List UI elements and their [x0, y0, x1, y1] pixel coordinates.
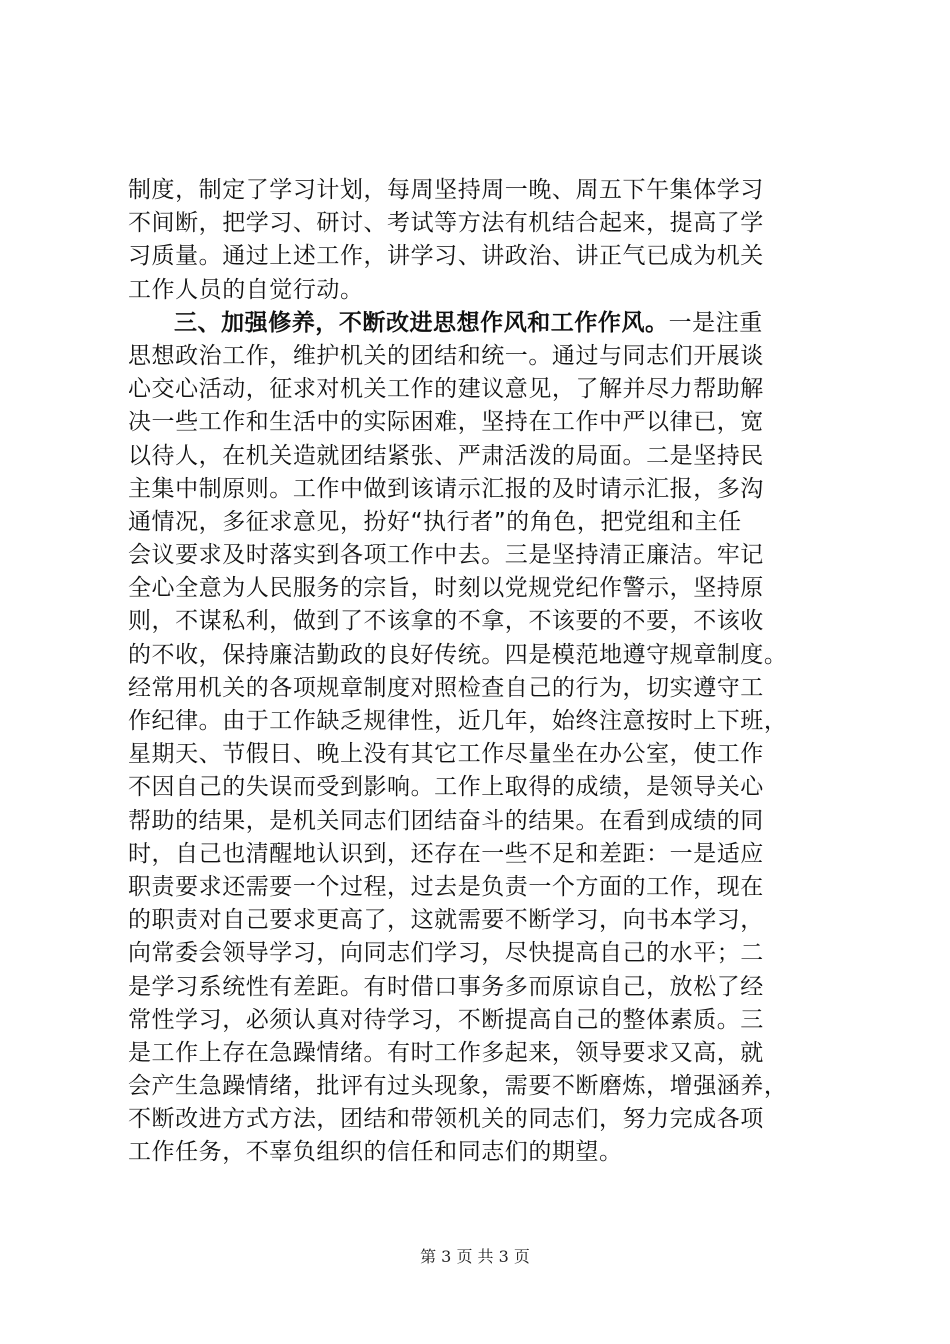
paragraph-section-three: [128, 307, 830, 1170]
text-line: 的职责对自己要求更高了，这就需要不断学习，向书本学习，: [128, 907, 764, 934]
text-line: 职责要求还需要一个过程，过去是负责一个方面的工作，现在: [128, 873, 764, 900]
text-line: 工作任务，不辜负组织的信任和同志们的期望。: [128, 1139, 623, 1166]
text-line: 通情况，多征求意见，扮好“执行者”的角色，把党组和主任: [128, 508, 742, 535]
text-line: 的不收，保持廉洁勤政的良好传统。四是模范地遵守规章制度。: [128, 641, 788, 668]
text-line: 思想政治工作，维护机关的团结和统一。通过与同志们开展谈: [128, 342, 764, 369]
text-line: 是工作上存在急躁情绪。有时工作多起来，领导要求又高，就: [128, 1039, 764, 1066]
text-line: 主集中制原则。工作中做到该请示汇报的及时请示汇报，多沟: [128, 475, 764, 502]
text-line: 经常用机关的各项规章制度对照检查自己的行为，切实遵守工: [128, 674, 764, 701]
text-line: 工作人员的自觉行动。: [128, 276, 364, 303]
text-line: 决一些工作和生活中的实际困难，坚持在工作中严以律已，宽: [128, 409, 764, 436]
text-line: 向常委会领导学习，向同志们学习，尽快提高自己的水平；二: [128, 940, 764, 967]
text-line: 星期天、节假日、晚上没有其它工作尽量坐在办公室，使工作: [128, 741, 764, 768]
text-line: 会产生急躁情绪，批评有过头现象，需要不断磨炼，增强涵养，: [128, 1073, 788, 1100]
text-line: 帮助的结果，是机关同志们团结奋斗的结果。在看到成绩的同: [128, 807, 764, 834]
section-heading-rest: 一是注重: [668, 309, 763, 336]
text-line: 以待人，在机关造就团结紧张、严肃活泼的局面。二是坚持民: [128, 442, 764, 469]
page-number: 第 3 页 共 3 页: [420, 1247, 530, 1266]
text-line: 是学习系统性有差距。有时借口事务多而原谅自己，放松了经: [128, 973, 764, 1000]
text-line: 全心全意为人民服务的宗旨，时刻以党规党纪作警示，坚持原: [128, 575, 764, 602]
text-line: 会议要求及时落实到各项工作中去。三是坚持清正廉洁。牢记: [128, 542, 764, 569]
page-footer: [0, 1244, 950, 1267]
section-heading: 三、加强修养，不断改进思想作风和工作作风。: [174, 309, 669, 336]
text-line: 则，不谋私利，做到了不该拿的不拿，不该要的不要，不该收: [128, 608, 764, 635]
text-line: 作纪律。由于工作缺乏规律性，近几年，始终注意按时上下班，: [128, 708, 788, 734]
text-line: 习质量。通过上述工作，讲学习、讲政治、讲正气已成为机关: [128, 243, 764, 270]
body-text: [128, 174, 830, 1170]
text-line: 制度，制定了学习计划，每周坚持周一晚、周五下午集体学习: [128, 177, 764, 203]
text-line: 时，自己也清醒地认识到，还存在一些不足和差距：一是适应: [128, 840, 764, 867]
text-line: 不断改进方式方法，团结和带领机关的同志们，努力完成各项: [128, 1106, 764, 1133]
text-line: 不因自己的失误而受到影响。工作上取得的成绩，是领导关心: [128, 774, 764, 801]
text-line: 心交心活动，征求对机关工作的建议意见，了解并尽力帮助解: [128, 376, 764, 403]
text-line: 不间断，把学习、研讨、考试等方法有机结合起来，提高了学: [128, 210, 764, 237]
paragraph-study-system: [128, 174, 830, 307]
section-first-line: [128, 307, 830, 340]
text-line: 常性学习，必须认真对待学习，不断提高自己的整体素质。三: [128, 1006, 764, 1033]
